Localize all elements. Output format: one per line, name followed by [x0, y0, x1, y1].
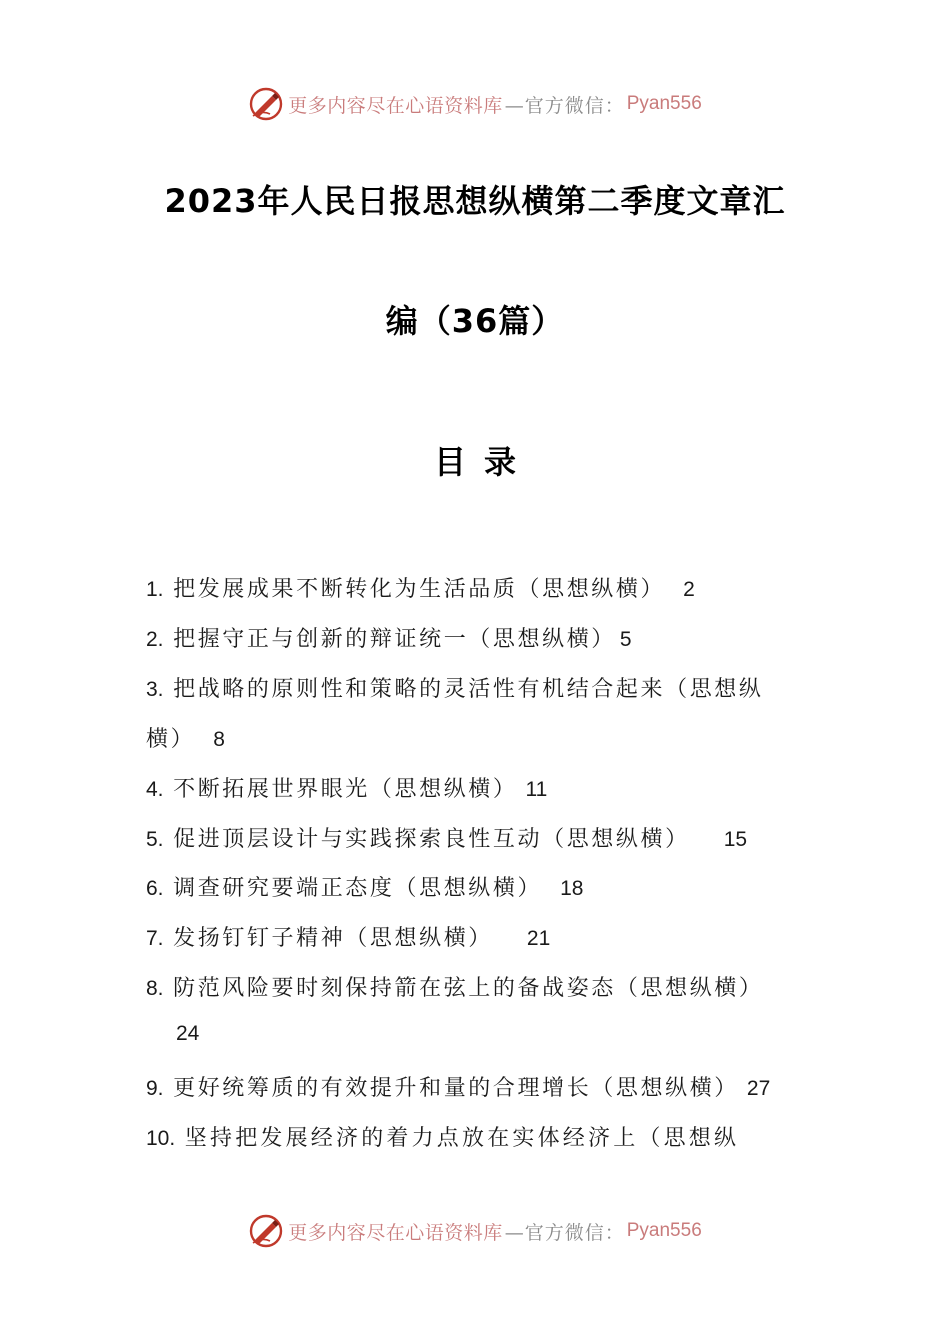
- document-title-line-2: 编（36篇）: [385, 302, 565, 340]
- watermark-separator: —官方微信：: [504, 1221, 625, 1244]
- toc-item: [146, 921, 811, 952]
- toc-item-title: 把战略的原则性和策略的灵活性有机结合起来（思想纵: [173, 677, 764, 702]
- toc-item-number: 8.: [146, 977, 164, 1000]
- toc-item: [146, 971, 811, 1002]
- watermark-separator: —官方微信：: [504, 94, 625, 117]
- toc-item-page: 5: [619, 628, 632, 651]
- toc-item-page: 8: [213, 728, 225, 751]
- toc-item-number: 9.: [146, 1077, 164, 1100]
- toc-item-continuation: [176, 1021, 841, 1046]
- toc-item-page: 24: [176, 1022, 200, 1045]
- toc-item: [146, 772, 811, 803]
- toc-item-page: 2: [683, 578, 695, 601]
- toc-item: [146, 622, 811, 653]
- toc-item-number: 5.: [146, 828, 164, 851]
- toc-item-page: 15: [723, 828, 748, 851]
- toc-item-number: 7.: [146, 927, 164, 950]
- toc-item-title: 发扬钉钉子精神（思想纵横）: [173, 926, 493, 951]
- toc-item-title: 更好统筹质的有效提升和量的合理增长（思想纵横）: [173, 1076, 739, 1101]
- toc-item: [146, 822, 811, 853]
- header-watermark: [0, 84, 950, 124]
- toc-item: [146, 1121, 811, 1152]
- toc-item-title: 不断拓展世界眼光（思想纵横）: [173, 777, 518, 802]
- toc-item-title-continued: 横）: [146, 727, 196, 752]
- toc-item-continuation: [146, 722, 811, 753]
- toc-item-number: 10.: [146, 1127, 176, 1150]
- toc-item-title: 把发展成果不断转化为生活品质（思想纵横）: [173, 577, 666, 602]
- toc-item-title: 坚持把发展经济的着力点放在实体经济上（思想纵: [184, 1126, 740, 1151]
- watermark-wechat-id: Pyan556: [626, 1220, 702, 1241]
- toc-item-number: 3.: [146, 678, 164, 701]
- watermark-text: 更多内容尽在心语资料库: [288, 94, 503, 117]
- toc-item-number: 6.: [146, 877, 164, 900]
- pen-logo-icon: [248, 1213, 284, 1249]
- toc-item-title: 防范风险要时刻保持箭在弦上的备战姿态（思想纵横）: [173, 976, 764, 1001]
- toc-heading: 目录: [433, 443, 534, 481]
- watermark-text: 更多内容尽在心语资料库: [288, 1221, 503, 1244]
- toc-item: [146, 572, 811, 603]
- footer-watermark: [0, 1211, 950, 1251]
- pen-logo-icon: [248, 86, 284, 122]
- toc-item-title: 把握守正与创新的辩证统一（思想纵横）: [173, 627, 616, 652]
- toc-item-title: 调查研究要端正态度（思想纵横）: [173, 876, 543, 901]
- toc-item-number: 4.: [146, 778, 164, 801]
- toc-item-number: 2.: [146, 628, 164, 651]
- watermark-wechat-id: Pyan556: [626, 93, 702, 114]
- toc-item-page: 27: [746, 1077, 771, 1100]
- document-title-line-1: 2023年人民日报思想纵横第二季度文章汇: [164, 182, 786, 220]
- toc-item: [146, 1071, 811, 1102]
- toc-item-title: 促进顶层设计与实践探索良性互动（思想纵横）: [173, 827, 690, 852]
- toc-item-page: 21: [526, 927, 551, 950]
- toc-item-page: 18: [560, 877, 584, 900]
- toc-item: [146, 672, 811, 703]
- toc-item-page: 11: [525, 778, 548, 801]
- toc-item: [146, 871, 811, 902]
- toc-item-number: 1.: [146, 578, 164, 601]
